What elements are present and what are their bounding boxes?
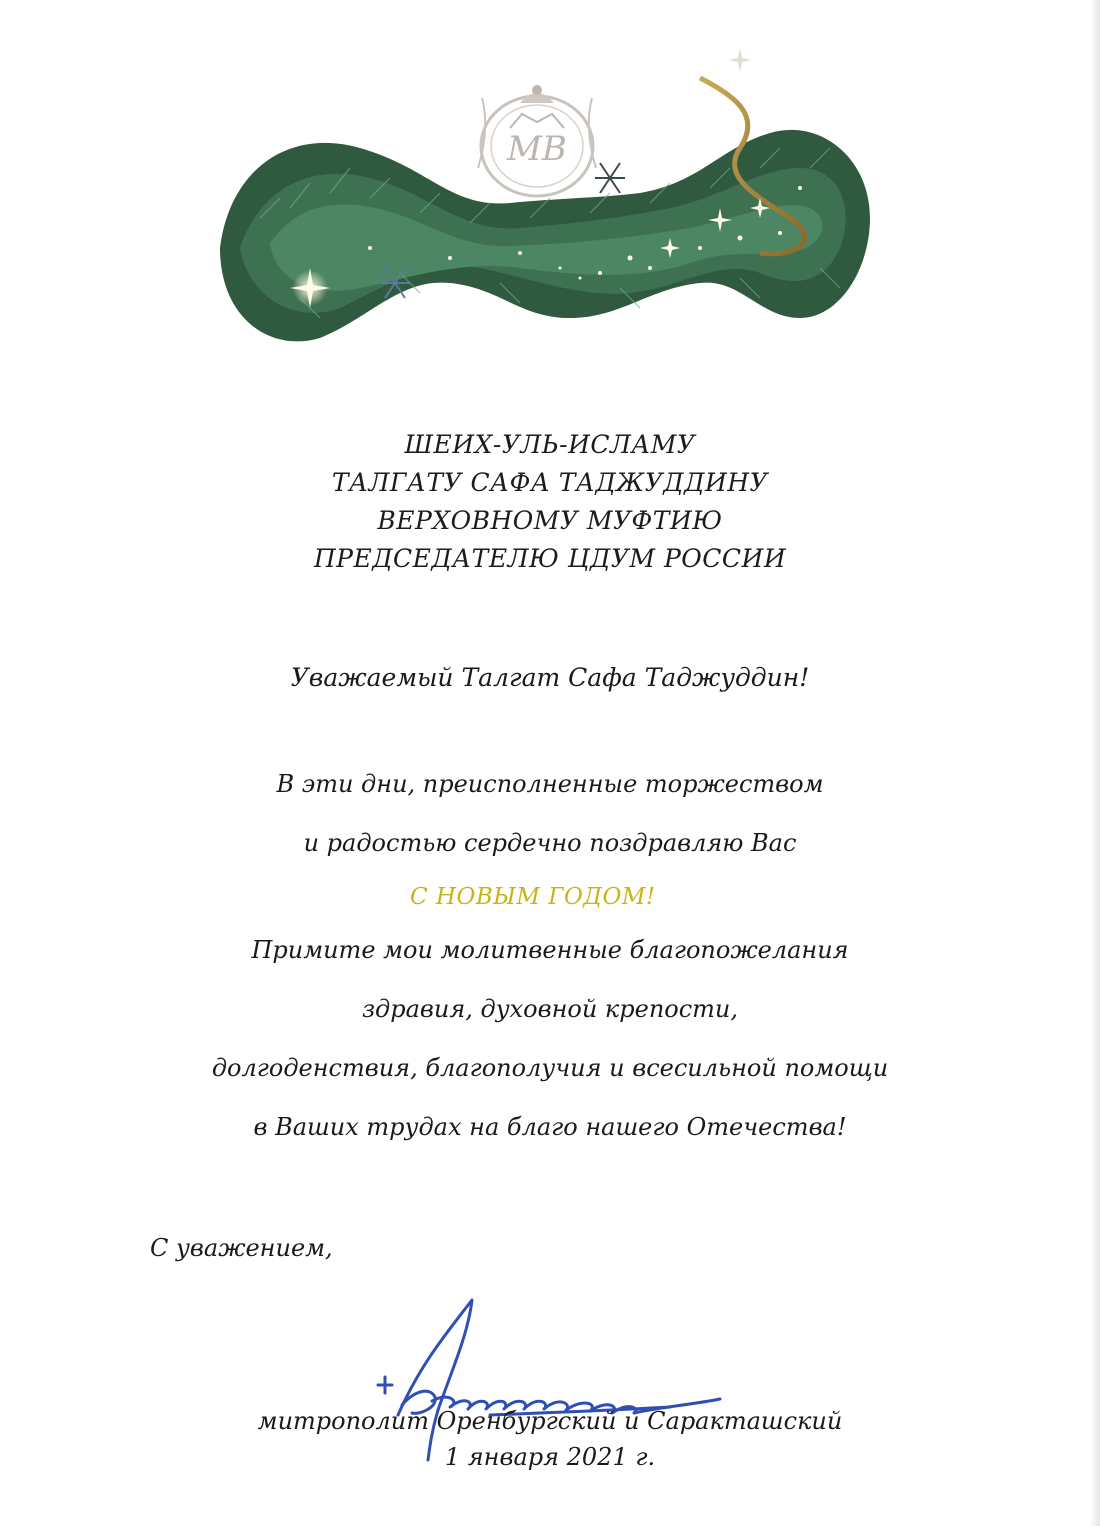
snowflake-icon	[595, 163, 625, 193]
greeting: Уважаемый Талгат Сафа Таджуддин!	[290, 663, 810, 692]
addressee-line-2: ТАЛГАТУ САФА ТАДЖУДДИНУ	[331, 468, 769, 497]
body-line-3: Примите мои молитвенные благопожелания	[251, 936, 849, 964]
sender-title: митрополит Оренбургский и Саракташский	[257, 1407, 843, 1435]
body-line-4: здравия, духовной крепости,	[361, 995, 739, 1023]
body-line-2: и радостью сердечно поздравляю Вас	[303, 829, 797, 857]
addressee-block	[0, 426, 1100, 578]
letter-body	[0, 764, 1100, 1166]
body-line-5: долгоденствия, благополучия и всесильной помощи	[211, 1054, 889, 1082]
svg-text:MB: MB	[507, 129, 567, 169]
closing-salutation: С уважением,	[150, 1234, 333, 1262]
page-edge-shadow	[1090, 0, 1100, 1526]
body-line-1: В эти дни, преисполненные торжеством	[276, 770, 824, 798]
monogram-crest-icon	[478, 85, 596, 196]
new-year-highlight: С НОВЫМ ГОДОМ!	[410, 884, 656, 910]
addressee-line-3: ВЕРХОВНОМУ МУФТИЮ	[377, 506, 723, 535]
sender-block	[0, 1403, 1100, 1475]
body-line-6: в Ваших трудах на благо нашего Отечества!	[253, 1113, 847, 1141]
addressee-line-1: ШЕИХ-УЛЬ-ИСЛАМУ	[404, 430, 696, 459]
fir-garland-decoration	[200, 18, 890, 363]
addressee-line-4: ПРЕДСЕДАТЕЛЮ ЦДУМ РОССИИ	[313, 544, 787, 573]
letter-date: 1 января 2021 г.	[444, 1443, 656, 1471]
